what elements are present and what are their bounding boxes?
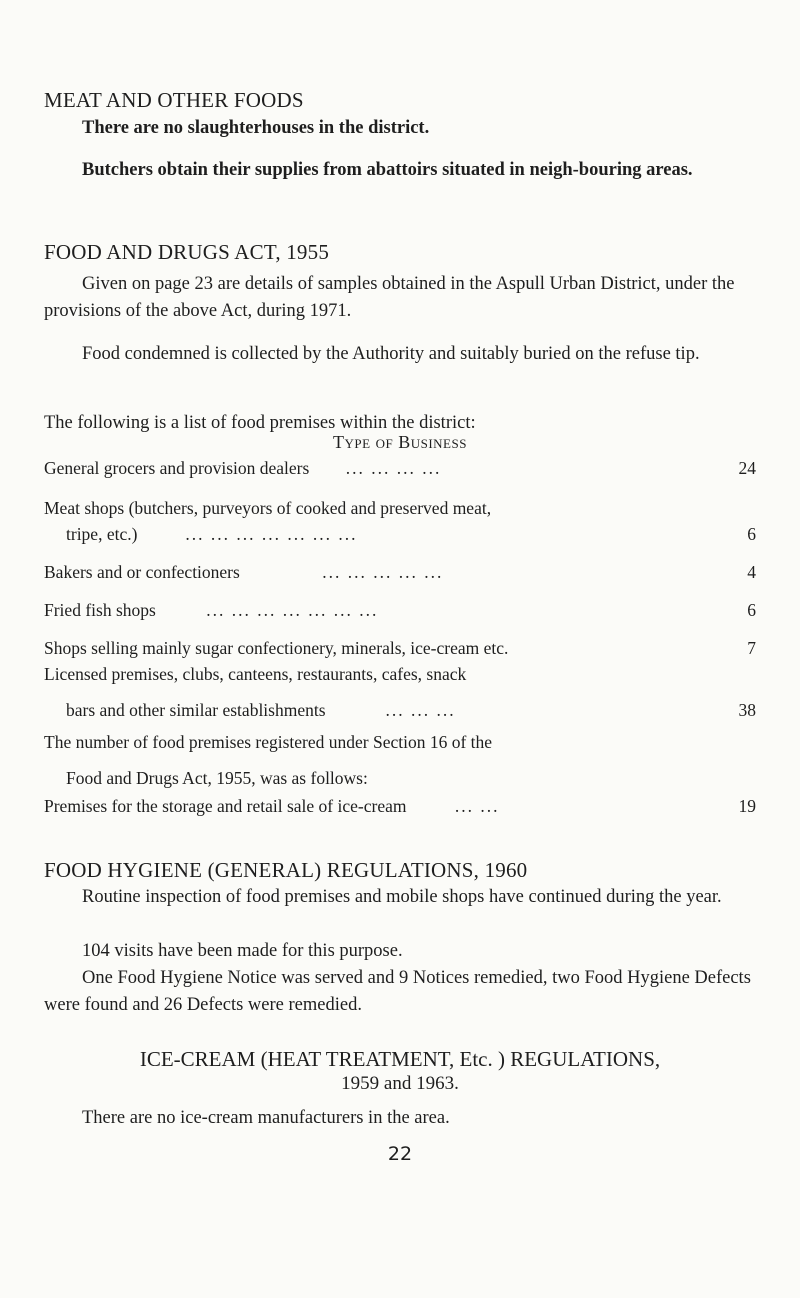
row-label-continued: bars and other similar establishments: [66, 700, 326, 720]
row-value: 38: [738, 700, 756, 720]
row-label: Bakers and or confectioners: [44, 562, 240, 582]
paragraph-samples: Given on page 23 are details of samples obtained in the Aspull Urban District, under the provisions of the above Act, during 1971.: [44, 274, 735, 321]
row-value: 24: [738, 458, 756, 478]
premises-row: [44, 597, 756, 623]
row-value: 19: [738, 796, 756, 816]
paragraph-notices: One Food Hygiene Notice was served and 9 Notices remedied, two Food Hygiene Defects were found and 26 Defects were remedied.: [44, 968, 751, 1015]
paragraph-slaughterhouses: There are no slaughterhouses in the district.: [82, 118, 430, 138]
section-heading-ice-cream: ICE-CREAM (HEAT TREATMENT, Etc. ) REGULATIONS,: [139, 1047, 661, 1071]
paragraph-butchers: Butchers obtain their supplies from abattoirs situated in neigh-bouring areas.: [82, 160, 693, 180]
row-label: General grocers and provision dealers: [44, 458, 310, 478]
row-label-continued: tripe, etc.): [66, 524, 138, 544]
row-label: Licensed premises, clubs, canteens, restaurants, cafes, snack: [44, 664, 467, 684]
row-value: 6: [747, 600, 756, 620]
row-leader-dots: ... ... ... ...: [345, 458, 442, 478]
section-heading-food-drugs-act: FOOD AND DRUGS ACT, 1955: [44, 240, 330, 264]
page-number: 22: [387, 1143, 413, 1165]
row-leader-dots: ... ... ...: [385, 700, 456, 720]
row-leader-dots: ... ... ... ... ... ... ...: [185, 524, 358, 544]
paragraph-food-condemned: Food condemned is collected by the Authority and suitably buried on the refuse tip.: [82, 344, 700, 364]
premises-row: [44, 559, 756, 585]
premises-row: [44, 793, 756, 819]
premises-row: [44, 495, 756, 547]
premises-row: [44, 661, 756, 723]
row-value: 7: [747, 638, 756, 658]
premises-row: [44, 635, 756, 661]
row-label: Shops selling mainly sugar confectionery, minerals, ice-cream etc.: [44, 638, 509, 658]
row-value: 6: [747, 524, 756, 544]
list-intro: The following is a list of food premises within the district:: [44, 413, 476, 433]
section-heading-food-hygiene: FOOD HYGIENE (GENERAL) REGULATIONS, 1960: [44, 858, 528, 882]
row-leader-dots: ... ...: [454, 796, 500, 816]
row-label: Meat shops (butchers, purveyors of cooked and preserved meat,: [44, 498, 492, 518]
row-leader-dots: ... ... ... ... ...: [322, 562, 444, 582]
premises-row: [44, 729, 756, 791]
section-heading-meat: MEAT AND OTHER FOODS: [44, 88, 304, 112]
row-label: Premises for the storage and retail sale of ice-cream: [44, 796, 407, 816]
paragraph-no-manufacturers: There are no ice-cream manufacturers in the area.: [82, 1108, 450, 1128]
list-header: Type of Business: [333, 432, 467, 452]
row-label-continued: Food and Drugs Act, 1955, was as follows:: [66, 768, 368, 788]
row-label: The number of food premises registered under Section 16 of the: [44, 732, 493, 752]
paragraph-routine-inspection: Routine inspection of food premises and mobile shops have continued during the year.: [82, 887, 722, 907]
paragraph-visits: 104 visits have been made for this purpose.: [82, 941, 403, 961]
row-label: Fried fish shops: [44, 600, 156, 620]
row-leader-dots: ... ... ... ... ... ... ...: [206, 600, 379, 620]
row-value: 4: [747, 562, 756, 582]
premises-row: [44, 455, 756, 481]
section-heading-ice-cream-years: 1959 and 1963.: [341, 1073, 459, 1094]
